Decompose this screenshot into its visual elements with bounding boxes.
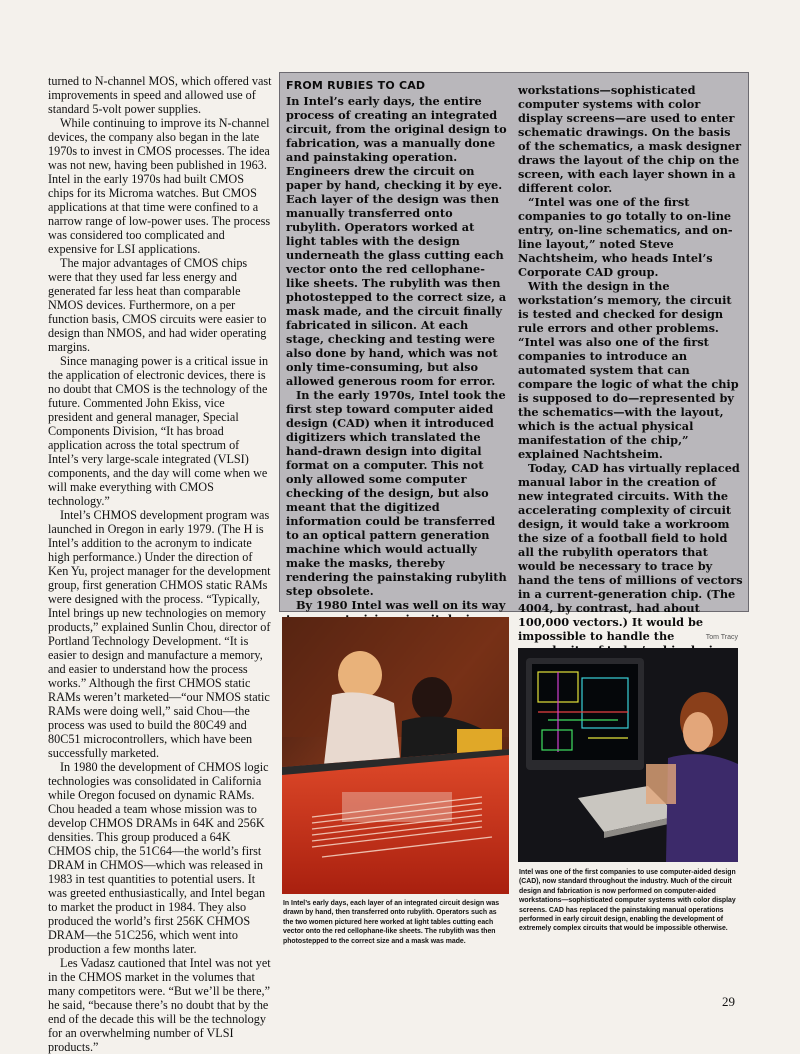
sidebar-paragraph: workstations—sophisticated computer systems with color display screens—are used to enter schematic drawings. On the basis of the schematics, a mask designer draws the layout of the chip on the screen, with each layer shown in a different color. (518, 83, 742, 195)
sidebar-paragraph: In Intel’s early days, the entire process of creating an integrated circuit, from the original design to fabrication, was a manually done and painstaking operation. Engineers drew the circuit on paper by hand, checking it by eye. Each layer of the design was then manually transferred onto rubylith. Operators worked at light tables with the design underneath the glass cutting each vector onto the red cellophane-like sheets. The rubylith was then photostepped to the correct size, a mask made, and the circuit finally fabricated in silicon. At each stage, checking and testing were also done by hand, which was not only time-consuming, but also allowed generous room for error. (286, 94, 507, 388)
sidebar-title: FROM RUBIES TO CAD (286, 79, 426, 92)
photo-credit: Tom Tracy (705, 634, 738, 641)
article-paragraph: Since managing power is a critical issue in the application of electronic devices, there is no doubt that CMOS is the technology of the future. Commented John Ekiss, vice president and general manager, Special Components Division, “It has broad application across the total spectrum of Intel’s very large-scale integrated (VLSI) components, and the day will come when we will make everything with CMOS technology.” (48, 354, 269, 508)
photo-caption-right: Intel was one of the first companies to use computer-aided design (CAD), now standard throughout the industry. Much of the circuit design and fabrication is now performed on computer-aided workstations—sophisticated computer systems with color display screens. CAD has replaced the painstaking manual operations performed in early circuit design, enabling the development of extremely complex circuits that would be impossible otherwise. (519, 869, 736, 933)
article-paragraph: The major advantages of CMOS chips were that they used far less energy and generated far less heat than comparable NMOS devices. Furthermore, on a per function basis, CMOS circuits were easier to design than NMOS, and had wider operating margins. (48, 256, 267, 354)
rubylith-photo-illustration (282, 617, 509, 894)
left-article-column (48, 74, 272, 1054)
rubylith-light-table-photo (282, 617, 509, 894)
sidebar-paragraph: In the early 1970s, Intel took the first step toward computer aided design (CAD) when it introduced digitizers which translated the hand-drawn design into digital format on a computer. This not only allowed some computer checking of the design, but also meant that the digitized information could be transferred to an optical pattern generation machine which would actually make the masks, thereby rendering the painstaking rubylith step obsolete. (286, 388, 507, 598)
cad-workstation-photo (518, 648, 738, 862)
article-paragraph: Intel’s CHMOS development program was launched in Oregon in early 1979. (The H is Intel’s addition to the acronym to indicate high performance.) Under the direction of Ken Yu, project manager for the development group, first generation CHMOS static RAMs were designed with the process. “Typically, Intel brings up new technologies on memory products,” explained Sunlin Chou, director of Portland Technology Development. “It is easier to design and manufacture a memory, and easier to understand how the process works.” Although the first CHMOS static RAMs weren’t marketed—“our NMOS static RAMs were doing well,” said Chou—the process was used to build the 80C49 and 80C51 microcontrollers, which have been successfully marketed. (48, 508, 271, 760)
sidebar-column-2 (518, 83, 744, 727)
article-paragraph: While continuing to improve its N-channel devices, the company also began in the late 1970s to invest in CMOS processes. The idea was not new, having been published in 1963. Intel in the early 1970s had built CMOS chips for its Microma watches. But CMOS applications at that time were confined to a narrow range of low-power uses. The process was considered too complicated and expensive for LSI applications. (48, 116, 271, 256)
article-paragraph: In 1980 the development of CHMOS logic technologies was consolidated in California while Oregon focused on dynamic RAMs. Chou headed a team whose mission was to develop CHMOS DRAMs in 64K and 256K densities. This group produced a 64K CHMOS chip, the 51C64—the world’s first DRAM in CHMOS—which was released in 1983 in test quantities to potential users. It was greeted enthusiastically, and Intel began to market the product in 1984. They also produced the world’s first 256K CHMOS DRAM—the 51C256, which went into production a few months later. (48, 760, 269, 956)
sidebar-column-1 (286, 79, 508, 696)
article-paragraph: Les Vadasz cautioned that Intel was not yet in the CHMOS market in the volumes that many competitors were. “But we’ll be there,” he said, “because there’s no doubt that by the end of the decade this will be the technology for an overwhelming number of VLSI products.” (48, 956, 271, 1054)
sidebar-paragraph: Today, CAD has virtually replaced manual labor in the creation of new integrated circuits. With the accelerating complexity of circuit design, it would take a workroom the size of a football field to hold all the rubylith operators that would be necessary to trace by hand the tens of millions of vectors in a current-generation chip. (The 4004, by contrast, had about 100,000 vectors.) It would be impossible to handle the (518, 461, 743, 643)
article-paragraph: turned to N-channel MOS, which offered vast improvements in speed and allowed use of standard 5-volt power supplies. (48, 74, 272, 116)
sidebar-paragraph: “Intel was one of the first companies to go totally to on-line entry, on-line schematics, and on-line layout,” noted Steve Nachtsheim, who heads Intel’s Corporate CAD group. (518, 195, 733, 279)
photo-caption-left: In Intel’s early days, each layer of an integrated circuit design was drawn by hand, then transferred onto rubylith. Operators such as the two women pictured here worked at light tables cutting each vector onto the red cellophane-like sheets. The rubylith was then photostepped to the correct size and a mask was made. (283, 900, 500, 945)
sidebar-paragraph: With the design in the workstation’s memory, the circuit is tested and checked for design rule errors and other problems. “Intel was also one of the first companies to introduce an automated system that can compare the logic of what the chip is supposed to do—represented by the schematics—with the layout, which is the actual physical manifestation of the chip,” explained Nachtsheim. (518, 279, 739, 461)
page-number: 29 (722, 994, 735, 1009)
cad-photo-illustration (518, 648, 738, 862)
sidebar-paragraph: By 1980 Intel was well on its way (296, 598, 506, 612)
